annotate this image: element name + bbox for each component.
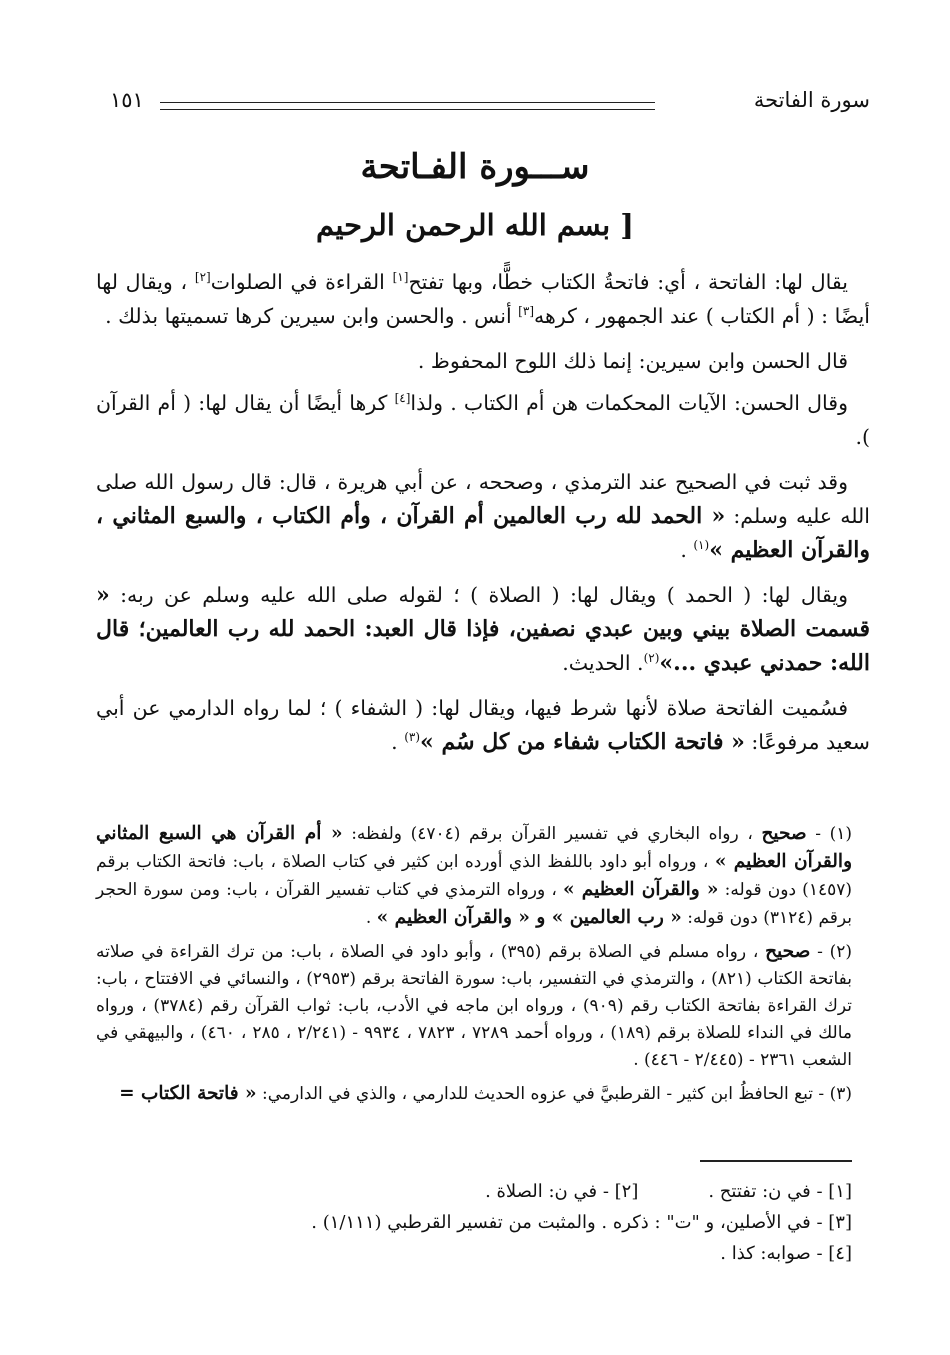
footnotes — [96, 820, 852, 1114]
paragraph-text: . الحديث. — [562, 651, 644, 675]
grading-label: صحيح — [761, 823, 807, 844]
paragraph-6 — [96, 691, 870, 759]
variant-note-3: [٣] - في الأصلين، و "ت" : ذكره . والمثبت من تفسير القرطبي (١/١١١) . — [311, 1212, 852, 1233]
paragraph-text: . — [391, 730, 405, 754]
footnote-text: . — [365, 908, 377, 928]
paragraph-5 — [96, 578, 870, 680]
variant-marker: [٢] — [194, 270, 211, 285]
variant-marker: [٤] — [394, 391, 411, 406]
variant-row — [180, 1207, 852, 1238]
paragraph-text: فسُميت الفاتحة صلاة لأنها شرط فيها، ويقال لها: ( الشفاء ) ؛ لما رواه الدارمي عن أبي سعيد مرفوعًا: — [96, 696, 870, 754]
footnote-text: ، ورواه الترمذي في كتاب تفسير القرآن ، باب: ومن سورة الحجر برقم (٣١٢٤) دون قوله: — [96, 880, 852, 928]
running-header-title: سورة الفاتحة — [753, 88, 870, 112]
variant-marker: [١] — [392, 270, 409, 285]
running-header — [100, 84, 870, 120]
variant-row — [180, 1176, 852, 1207]
paragraph-text: كرها أيضًا أن يقال لها: ( أم القرآن ). — [96, 391, 870, 449]
paragraph-text: . — [680, 538, 694, 562]
footnote-number: (٣) - — [813, 1084, 852, 1104]
paragraph-text: ويقال لها: ( الحمد ) ويقال لها: ( الصلاة ) ؛ لقوله صلى الله عليه وسلم عن ربه: — [109, 583, 848, 607]
paragraph-4 — [96, 465, 870, 567]
quoted-wording: « رب العالمين » و « والقرآن العظيم » — [376, 907, 682, 928]
grading-label: صحيح — [765, 941, 811, 962]
footnote-3 — [96, 1080, 852, 1108]
paragraph-text: أنس . والحسن وابن سيرين كرها تسميتها بذلك . — [105, 304, 519, 328]
paragraph-text: ، ويقال لها أيضًا : ( أم الكتاب ) عند الجمهور ، كرهه — [96, 270, 870, 328]
page-number: ١٥١ — [110, 88, 144, 112]
sura-title: ســـورة الفـاتحة — [360, 147, 590, 187]
quoted-wording: « والقرآن العظيم » — [563, 879, 719, 900]
paragraph-3 — [96, 386, 870, 454]
footnote-marker: (٣) — [404, 730, 421, 745]
variant-note-1: [١] - في ن: تفتتح . — [708, 1181, 852, 1202]
main-text — [96, 265, 870, 770]
hadith-quote: « قسمت الصلاة بيني وبين عبدي نصفين، فإذا قال العبد: الحمد لله رب العالمين؛ قال الله: حمدني عبدي ...» — [96, 582, 870, 676]
variants-divider — [700, 1160, 852, 1162]
paragraph-text: وقد ثبت في الصحيح عند الترمذي ، وصححه ، عن أبي هريرة ، قال: قال رسول الله صلى الله عليه وسلم: — [96, 470, 870, 528]
footnote-text: ، رواه مسلم في الصلاة برقم (٣٩٥) ، وأبو داود في الصلاة ، باب: من ترك القراءة في صلاته بفاتحة الكتاب (٨٢١) ، والترمذي في التفسير، باب: سورة الفاتحة برقم (٢٩٥٣) ، والنسائي في الافتتاح ، باب: ترك القراءة بفاتحة الكتاب رقم (٩٠٩) ، ورواه ابن ماجه في الأدب، باب: ثواب القرآن رقم (٣٧٨٤) ، ورواه مالك في النداء للصلاة برقم (١٨٩) ، ورواه أحمد ٧٢٨٩ ، ٧٨٢٣ ، ٩٩٣٤ - (٢/٢٤١ ، ٢٨٥ ، ٤٦٠) ، والبيهقي في الشعب ٢٣٦١ - (٢/٤٤٥ - ٤٤٦) . — [96, 942, 853, 1070]
footnote-text: ، رواه البخاري في تفسير القرآن برقم (٤٧٠٤) ولفظه: — [342, 824, 762, 844]
footnote-marker: (١) — [693, 538, 710, 553]
basmala-heading: [ بسم الله الرحمن الرحيم — [316, 208, 634, 242]
footnote-2 — [96, 938, 852, 1074]
hadith-quote: « الحمد لله رب العالمين أم القرآن ، وأم الكتاب ، والسبع المثاني ، والقرآن العظيم » — [96, 503, 870, 563]
paragraph-text: يقال لها: الفاتحة ، أي: فاتحةُ الكتاب خطًّا، وبها تفتح — [408, 270, 848, 294]
quoted-wording: « فاتحة الكتاب = — [119, 1083, 257, 1104]
footnote-number: (١) - — [806, 824, 852, 844]
quoted-wording: « أم القرآن هي السبع المثاني والقرآن العظيم » — [96, 823, 852, 872]
variant-row — [180, 1238, 852, 1269]
variant-note-2: [٢] - في ن: الصلاة . — [485, 1181, 639, 1202]
paragraph-text: القراءة في الصلوات — [210, 270, 393, 294]
paragraph-text: وقال الحسن: الآيات المحكمات هن أم الكتاب . ولذا — [410, 391, 848, 415]
manuscript-variants — [180, 1176, 852, 1269]
variant-marker: [٣] — [518, 304, 534, 319]
hadith-quote: « فاتحة الكتاب شفاء من كل سُم » — [420, 729, 745, 755]
footnote-text: ، ورواه أبو داود باللفظ الذي أورده ابن كثير في كتاب الصلاة ، باب: فاتحة الكتاب برقم (١٤٥٧) دون قوله: — [96, 852, 852, 900]
header-double-rule — [160, 102, 655, 110]
footnote-text: تبع الحافظُ ابن كثير - القرطبيَّ في عزوه الحديث للدارمي ، والذي في الدارمي: — [256, 1084, 814, 1104]
footnote-1 — [96, 820, 852, 932]
footnote-number: (٢) - — [810, 942, 852, 962]
footnote-marker: (٢) — [643, 651, 660, 666]
paragraph-1 — [96, 265, 870, 333]
paragraph-2: قال الحسن وابن سيرين: إنما ذلك اللوح المحفوظ . — [417, 349, 848, 373]
variant-note-4: [٤] - صوابه: كذا . — [720, 1243, 852, 1264]
